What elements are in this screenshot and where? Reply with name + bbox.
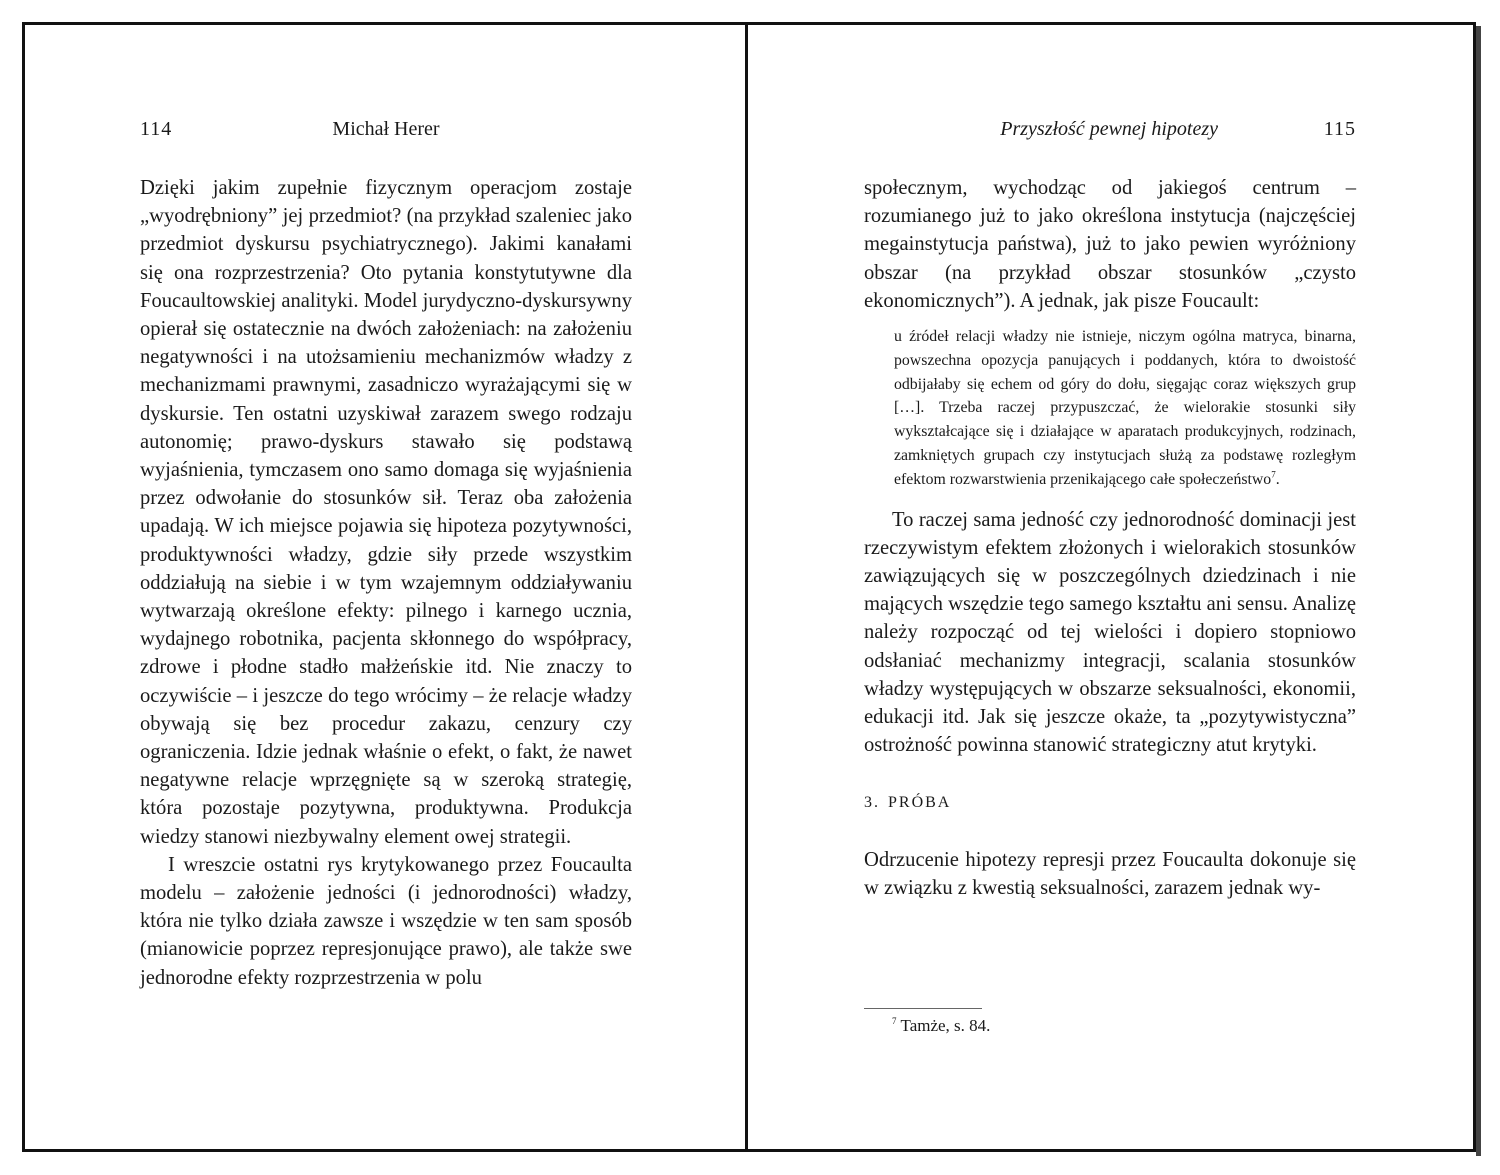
section-heading [864,789,1356,817]
right-paragraph-3: Odrzucenie hipotezy represji przez Foucaulta dokonuje się w związku z kwestią seksualności, zarazem jednak wy- [864,848,1356,899]
right-page-number: 115 [1323,118,1356,140]
block-quote-text: u źródeł relacji władzy nie istnieje, niczym ogólna matryca, binarna, powszechna opozycja panujących i poddanych, która to dwoistość odbijałaby się echem od góry do dołu, sięgając coraz większych grup […]. Trzeba raczej przypuszczać, że wielorakie stosunki siły wykształcające się i działające w aparatach produkcyjnych, rodzinach, zamkniętych grupach czy instytucjach służą za podstawę rozległym efektom rozwarstwienia przenikającego całe społeczeństwo [894,328,1356,488]
right-body-text [864,174,1356,902]
book-spine [745,22,748,1152]
left-running-head [140,118,632,142]
left-paragraph-2: I wreszcie ostatni rys krytykowanego przez Foucaulta modelu – założenie jedności (i jednorodności) władzy, która nie tylko działa zawsze i wszędzie w ten sam sposób (mianowicie poprzez represjonujące prawo), ale także swe jednorodne efekty rozprzestrzenia w polu [140,853,632,989]
right-chapter-title: Przyszłość pewnej hipotezy [1000,118,1218,140]
left-paragraph-1: Dzięki jakim zupełnie fizycznym operacjom zostaje „wyodrębniony” jej przedmiot? (na przykład szaleniec jako przedmiot dyskursu psychiatrycznego). Jakimi kanałami się ona rozprzestrzenia? Oto pytania konstytutywne dla Foucaultowskiej analityki. Model jurydyczno-dyskursywny opierał się ostatecznie na dwóch założeniach: na założeniu negatywności i na utożsamieniu mechanizmów władzy z mechanizmami prawnymi, zasadniczo wyrażającymi się w dyskursie. Ten ostatni uzyskiwał zarazem swego rodzaju autonomię; prawo-dyskurs stawało się podstawą wyjaśnienia, tymczasem ono samo domaga się wyjaśnienia przez odwołanie do stosunków sił. Teraz oba założenia upadają. W ich miejsce pojawia się hipoteza pozytywności, produktywności władzy, gdzie siły przede wszystkim oddziałują na siebie i w tym wzajemnym oddziaływaniu wytwarzają określone efekty: pilnego i karnego ucznia, wydajnego robotnika, pacjenta skłonnego do współpracy, zdrowe i płodne stadło małżeńskie itd. Nie znaczy to oczywiście – i jeszcze do tego wrócimy – że relacje władzy obywają się bez procedur zakazu, cenzury czy ograniczenia. Idzie jednak właśnie o efekt, o fakt, że nawet negatywne relacje wprzęgnięte są w szeroką strategię, która pozostaje pozytywna, produktywna. Produkcja wiedzy stanowi niezbywalny element owej strategii. [140,177,632,848]
quote-footnote-mark[interactable]: 7 [1271,469,1276,480]
right-running-head [864,118,1356,142]
section-title: PRÓBA [888,794,952,812]
footnote-text: Tamże, s. 84. [900,1016,991,1035]
left-page [140,22,632,1152]
section-number: 3. [864,794,880,812]
right-paragraph-2: To raczej sama jedność czy jednorodność dominacji jest rzeczywistym efektem złożonych i wielorakich stosunków zawiązujących się w poszczególnych dziedzinach i nie mających wszędzie tego samego kształtu ani sensu. Analizę należy rozpocząć od tej wielości i dopiero stopniowo odsłaniać mechanizmy integracji, scalania stosunków władzy występujących w obszarze seksualności, ekonomii, edukacji itd. Jak się jeszcze okaże, ta „pozytywistyczna” ostrożność powinna stanowić strategiczny atut krytyki. [864,508,1356,757]
right-paragraph-1: społecznym, wychodząc od jakiegoś centrum – rozumianego już to jako określona instytucja (najczęściej megainstytucja państwa), już to jako pewien wyróżniony obszar (na przykład obszar stosunków „czysto ekonomicznych”). A jednak, jak pisze Foucault: [864,177,1356,312]
left-page-number: 114 [140,118,173,140]
footnote [892,1016,990,1036]
footnote-number: 7 [892,1016,897,1027]
footnote-divider [864,1008,982,1009]
right-page [864,22,1356,1152]
block-quote: u źródeł relacji władzy nie istnieje, niczym ogólna matryca, binarna, powszechna opozycja panujących i poddanych, która to dwoistość odbijałaby się echem od góry do dołu, sięgając coraz większych grup […]. Trzeba raczej przypuszczać, że wielorakie stosunki siły wykształcające się i działające w aparatach produkcyjnych, rodzinach, zamkniętych grupach czy instytucjach służą za podstawę rozległym efektom rozwarstwienia przenikającego całe społeczeństwo$^7$. [894,328,1356,488]
left-author-name: Michał Herer [332,118,440,140]
left-body-text [140,174,632,992]
spread-shadow [1476,26,1481,1156]
